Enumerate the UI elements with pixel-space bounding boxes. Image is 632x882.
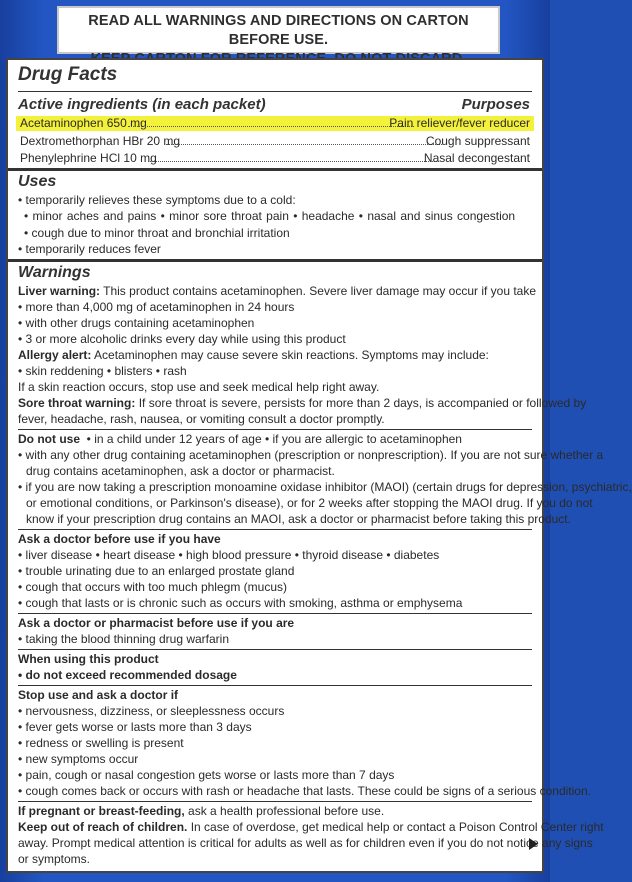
do-not-use-line-4: or emotional conditions, or Parkinson's disease), or for 2 weeks after stopping the MAOI drug. If you do not — [26, 496, 593, 510]
allergy-line-1: • skin reddening • blisters • rash — [18, 364, 187, 378]
warnings-heading: Warnings — [18, 264, 91, 281]
uses-line-1: • temporarily relieves these symptoms due to a cold: — [18, 193, 296, 207]
ingredient-purpose: Cough suppressant — [425, 134, 530, 148]
uses-line-3: • cough due to minor throat and bronchial irritation — [24, 226, 290, 240]
uses-line-2: • minor aches and pains • minor sore throat pain • headache • nasal and sinus congestion — [24, 209, 516, 223]
do-not-use: Do not use • in a child under 12 years of age • if you are allergic to acetaminophen — [18, 432, 462, 446]
continue-arrow-icon — [529, 838, 538, 850]
keep-out-of-reach: Keep out of reach of children. In case of overdose, get medical help or contact a Poison Control Center right — [18, 820, 604, 834]
do-not-use-line-2: drug contains acetaminophen, ask a doctor or pharmacist. — [26, 464, 335, 478]
stop-use-line-2: • fever gets worse or lasts more than 3 days — [18, 720, 252, 734]
ingredient-row-acetaminophen — [16, 116, 534, 131]
sore-throat-line-2: fever, headache, rash, nausea, or vomiting consult a doctor promptly. — [18, 412, 385, 426]
active-ingredients-label: Active ingredients (in each packet) — [18, 96, 266, 113]
pregnant-notice: If pregnant or breast-feeding, ask a health professional before use. — [18, 804, 385, 818]
leader-dots — [166, 134, 442, 145]
stop-use-line-1: • nervousness, dizziness, or sleeplessness occurs — [18, 704, 285, 718]
liver-line-1: • more than 4,000 mg of acetaminophen in 24 hours — [18, 300, 295, 314]
ingredient-name: Phenylephrine HCl 10 mg — [20, 151, 157, 165]
section-rule — [18, 429, 532, 430]
keep-out-line-3: or symptoms. — [18, 852, 91, 866]
ask-doctor-line-2: • trouble urinating due to an enlarged prostate gland — [18, 564, 295, 578]
stop-use-line-3: • redness or swelling is present — [18, 736, 184, 750]
liver-warning: Liver warning: This product contains acetaminophen. Severe liver damage may occur if you take — [18, 284, 537, 298]
title-rule — [18, 91, 532, 92]
uses-heading: Uses — [18, 173, 57, 190]
drug-facts-title: Drug Facts — [18, 64, 118, 85]
section-rule — [18, 649, 532, 650]
ask-doctor-heading: Ask a doctor before use if you have — [18, 532, 221, 546]
warning-banner — [57, 6, 500, 54]
leader-dots — [148, 151, 437, 162]
section-rule — [18, 685, 532, 686]
when-using-heading: When using this product — [18, 652, 159, 666]
liver-line-2: • with other drugs containing acetaminophen — [18, 316, 255, 330]
section-rule — [18, 529, 532, 530]
stop-use-line-5: • pain, cough or nasal congestion gets worse or lasts more than 7 days — [18, 768, 395, 782]
purposes-heading: Purposes — [461, 96, 530, 113]
active-ingredients-heading — [18, 96, 532, 114]
ask-doctor-line-1: • liver disease • heart disease • high blood pressure • thyroid disease • diabetes — [18, 548, 440, 562]
ingredient-purpose: Nasal decongestant — [423, 151, 530, 165]
ingredient-name: Dextromethorphan HBr 20 mg — [20, 134, 181, 148]
sore-throat-warning: Sore throat warning: If sore throat is severe, persists for more than 2 days, is accompanied or followed by — [18, 396, 587, 410]
section-rule — [8, 259, 542, 262]
ingredient-name: Acetaminophen 650 mg — [20, 116, 147, 130]
section-rule — [18, 613, 532, 614]
do-not-use-line-5: know if your prescription drug contains an MAOI, ask a doctor or pharmacist before taking this product. — [26, 512, 571, 526]
do-not-use-line-1: • with any other drug containing acetaminophen (prescription or nonprescription). If you are not sure whether a — [18, 448, 604, 462]
allergy-line-2: If a skin reaction occurs, stop use and seek medical help right away. — [18, 380, 380, 394]
drug-facts-panel — [6, 58, 632, 873]
stop-use-line-4: • new symptoms occur — [18, 752, 139, 766]
ask-doctor-line-3: • cough that occurs with too much phlegm (mucus) — [18, 580, 287, 594]
liver-line-3: • 3 or more alcoholic drinks every day while using this product — [18, 332, 346, 346]
keep-out-line-2: away. Prompt medical attention is critical for adults as well as for children even if you do not notice any signs — [18, 836, 593, 850]
ask-pharmacist-line-1: • taking the blood thinning drug warfarin — [18, 632, 230, 646]
leader-dots — [128, 116, 414, 127]
ask-doctor-line-4: • cough that lasts or is chronic such as occurs with smoking, asthma or emphysema — [18, 596, 463, 610]
allergy-alert: Allergy alert: Acetaminophen may cause severe skin reactions. Symptoms may include: — [18, 348, 489, 362]
banner-line-1: READ ALL WARNINGS AND DIRECTIONS ON CARTON BEFORE USE. — [88, 13, 469, 48]
ask-pharmacist-heading: Ask a doctor or pharmacist before use if you are — [18, 616, 295, 630]
uses-line-4: • temporarily reduces fever — [18, 242, 161, 256]
section-rule — [8, 168, 542, 171]
stop-use-line-6: • cough comes back or occurs with rash or headache that lasts. These could be signs of a serious condition. — [18, 784, 591, 798]
ingredient-purpose: Pain reliever/fever reducer — [389, 116, 530, 130]
section-rule — [18, 801, 532, 802]
do-not-use-line-3: • if you are now taking a prescription monoamine oxidase inhibitor (MAOI) (certain drugs for depression, psychiatric, — [18, 480, 632, 494]
stop-use-heading: Stop use and ask a doctor if — [18, 688, 179, 702]
when-using-line-1: • do not exceed recommended dosage — [18, 668, 237, 682]
